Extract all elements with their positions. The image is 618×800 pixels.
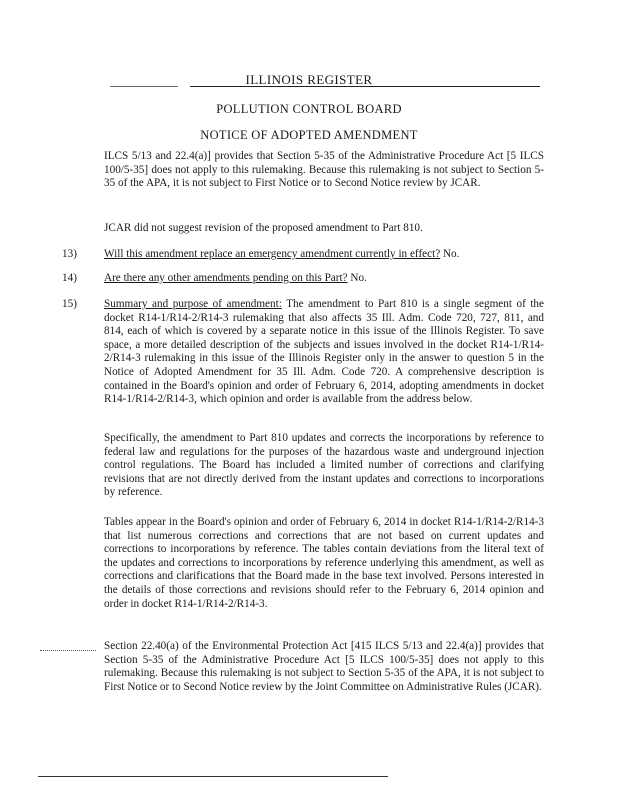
paragraph-jcar-revision: JCAR did not suggest revision of the proposed amendment to Part 810. — [104, 222, 423, 234]
item-number-14: 14) — [62, 272, 77, 284]
notice-title: NOTICE OF ADOPTED AMENDMENT — [200, 128, 418, 142]
item-number-13: 13) — [62, 248, 77, 260]
item-15 — [104, 298, 544, 407]
item-14-answer: No. — [350, 272, 367, 284]
margin-mark — [40, 650, 96, 651]
board-title: POLLUTION CONTROL BOARD — [216, 102, 402, 116]
item-14 — [104, 272, 544, 286]
paragraph-specifically: Specifically, the amendment to Part 810 updates and corrects the incorporations by reference to federal law and regulations for the purposes of the hazardous waste and underground injection control regulations. The Board has included a limited number of corrections and clarifying revisions that are not directly derived from the instant updates and corrections to incorporations by reference. — [104, 432, 544, 499]
paragraph-section-2240: Section 22.40(a) of the Environmental Protection Act [415 ILCS 5/13 and 22.4(a)] provides that Section 5-35 of the Administrative Procedure Act [5 ILCS 100/5-35] does not apply to this rulemaking. Because this rulemaking is not subject to Section 5-35 of the APA, it is not subject to First Notice or to Second Notice review by the Joint Committee on Administrative Rules (JCAR). — [104, 640, 544, 693]
paragraph-jcar-exemption: ILCS 5/13 and 22.4(a)] provides that Section 5-35 of the Administrative Procedure Act [5 ILCS 100/5-35] does not apply to this rulemaking. Because this rulemaking is not subject to Section 5-35 of the APA, it is not subject to First Notice or to Second Notice review by JCAR. — [104, 150, 544, 190]
item-14-question: Are there any other amendments pending on this Part? — [104, 272, 348, 284]
item-13-question: Will this amendment replace an emergency amendment currently in effect? — [104, 248, 441, 260]
item-number-15: 15) — [62, 298, 77, 310]
item-13-answer: No. — [442, 248, 460, 260]
item-13 — [104, 248, 544, 262]
paragraph-tables: Tables appear in the Board's opinion and order of February 6, 2014 in docket R14-1/R14-2/R14-3 that list numerous corrections and corrections that are not based on current updates and corrections to incorporations by reference. The tables contain deviations from the literal text of the updates and corrections to incorporations by reference underlying this amendment, as well as corrections and clarifications that the Board made in the base text involved. Persons interested in the details of those corrections and revisions should refer to the February 6, 2014 opinion and order in docket R14-1/R14-2/R14-3. — [104, 516, 544, 610]
item-15-label: Summary and purpose of amendment: — [104, 298, 282, 310]
item-15-text: The amendment to Part 810 is a single segment of the docket R14-1/R14-2/R14-3 rulemaking that also affects 35 Ill. Adm. Code 720, 727, 811, and 814, each of which is covered by a separate notice in this issue of the Illinois Register. To save space, a more detailed description of the subjects and issues involved in the docket R14-1/R14-2/R14-3 rulemaking in this issue of the Illinois Register only in the answer to question 5 in the Notice of Adopted Amendment for 35 Ill. Adm. Code 720. A comprehensive description is contained in the Board's opinion and order of February 6, 2014, adopting amendments in docket R14-1/R14-2/R14-3, which opinion and order is available from the address below. — [104, 298, 544, 406]
register-title: ILLINOIS REGISTER — [245, 72, 373, 87]
footer-rule — [38, 776, 388, 777]
